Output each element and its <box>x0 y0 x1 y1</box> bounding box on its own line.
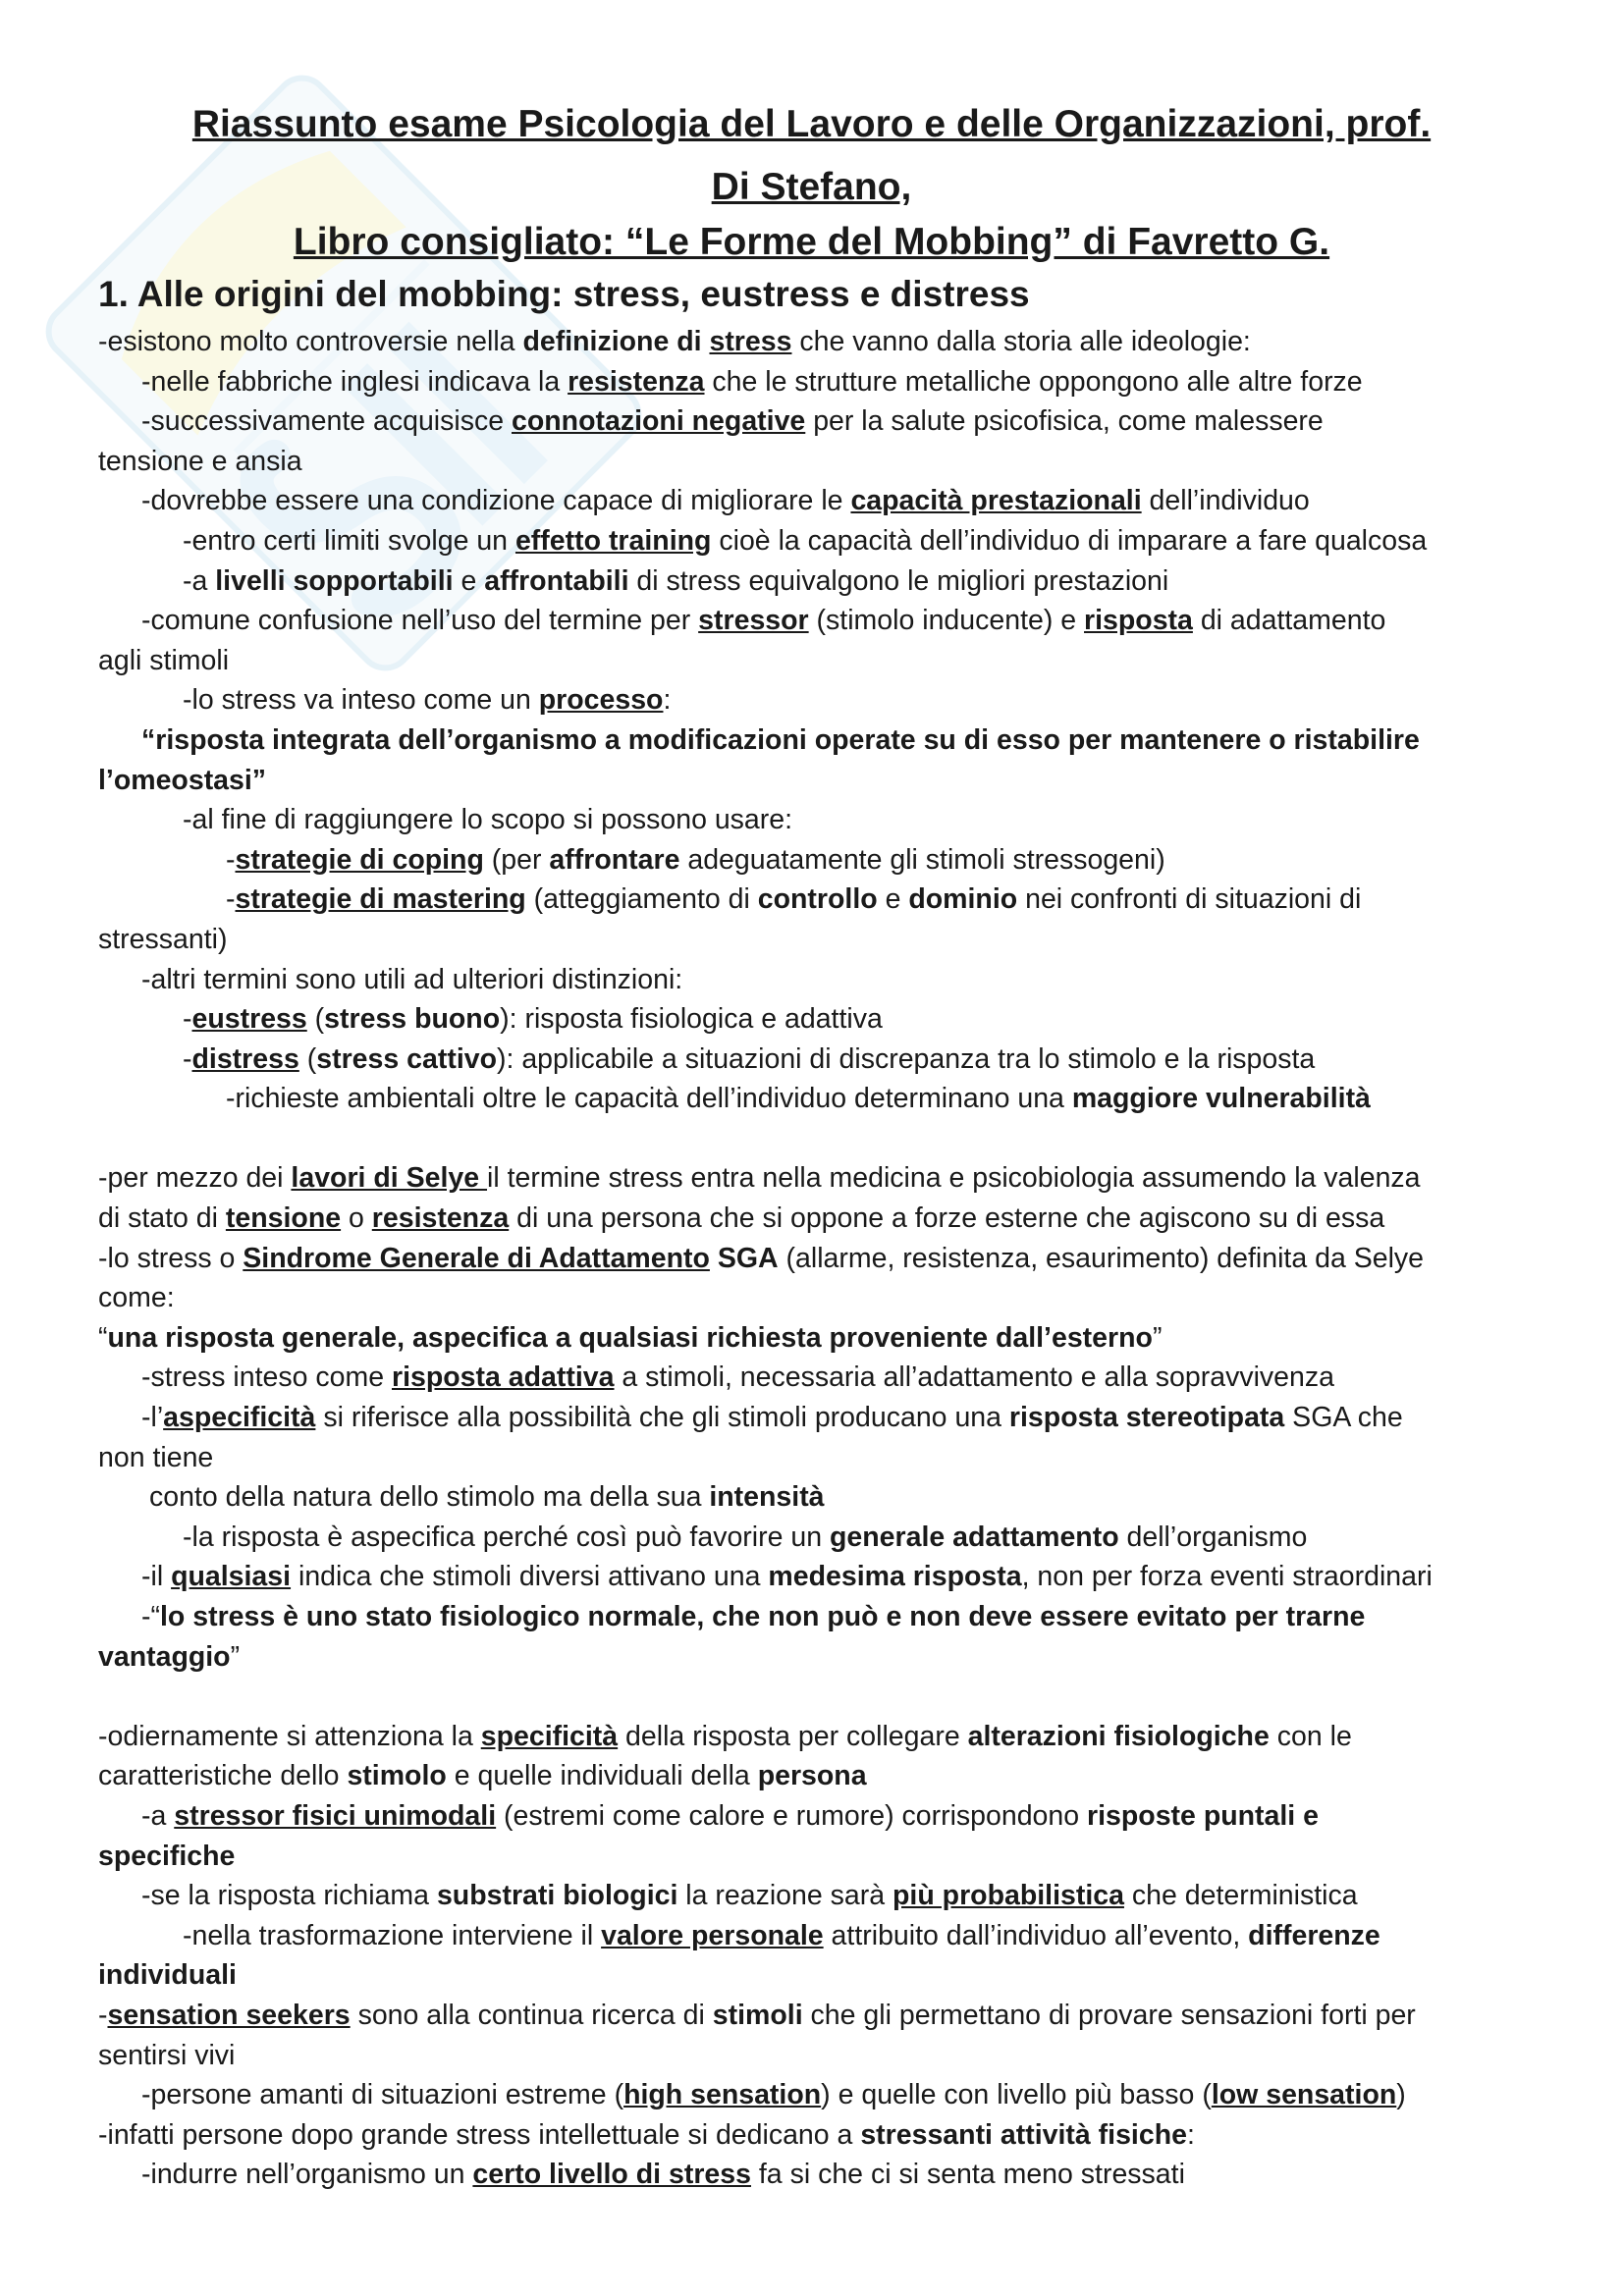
text-run: che le strutture metalliche oppongono alle altre forze <box>704 365 1363 398</box>
text-run: (estremi come calore e rumore) corrispondono <box>496 1799 1088 1832</box>
emphasis-run: stressanti attività fisiche <box>860 2118 1187 2151</box>
text-run: di stato di <box>98 1202 226 1235</box>
text-run: ): applicabile a situazioni di discrepanza tra lo stimolo e la risposta <box>497 1042 1316 1075</box>
text-run: ” <box>230 1640 241 1673</box>
document-subtitle: Libro consigliato: “Le Forme del Mobbing” di Favretto G. <box>293 221 1330 263</box>
text-line <box>98 999 1542 1040</box>
emphasis-run: SGA <box>717 1242 779 1274</box>
text-run: sentirsi vivi <box>98 2039 236 2071</box>
text-run: dell’organismo <box>1118 1521 1308 1553</box>
text-line <box>98 1916 1542 1956</box>
text-run: cioè la capacità dell’individuo di imparare a fare qualcosa <box>711 524 1428 557</box>
emphasis-run: medesima risposta <box>768 1561 1022 1593</box>
text-run: si riferisce alla possibilità che gli stimoli producano una <box>315 1402 1009 1434</box>
text-run: a stimoli, necessaria all’adattamento e alla sopravvivenza <box>614 1362 1334 1394</box>
text-line <box>98 1876 1542 1916</box>
text-run: nei confronti di situazioni di <box>1017 883 1362 916</box>
text-line <box>98 840 1542 881</box>
emphasis-run: specificità <box>480 1720 619 1752</box>
text-line <box>98 1278 1542 1318</box>
text-run: - <box>226 843 236 876</box>
text-run: - <box>183 1003 192 1036</box>
emphasis-run: maggiore vulnerabilità <box>1071 1083 1371 1115</box>
emphasis-run: una risposta generale, aspecifica a qualsiasi richiesta proveniente dall’esterno <box>107 1321 1153 1354</box>
emphasis-run: risposte puntali e <box>1087 1799 1319 1832</box>
text-run: -entro certi limiti svolge un <box>183 524 515 557</box>
text-line <box>98 1477 1542 1518</box>
text-run: -successivamente acquisisce <box>141 405 512 438</box>
text-run: la reazione sarà <box>677 1880 893 1912</box>
text-line <box>98 920 1542 960</box>
text-run: conto della natura dello stimolo ma della sua <box>149 1481 710 1514</box>
text-run: - <box>98 1999 108 2031</box>
text-run: -se la risposta richiama <box>141 1880 437 1912</box>
text-line <box>98 641 1542 681</box>
text-line <box>98 761 1542 801</box>
text-run: per la salute psicofisica, come malessere <box>805 405 1324 438</box>
text-line <box>98 442 1542 482</box>
emphasis-run: stressor fisici unimodali <box>174 1799 497 1832</box>
text-line <box>98 561 1542 602</box>
emphasis-run: lo stress è uno stato fisiologico normale, che non può e non deve essere evitato per trarne <box>159 1601 1366 1632</box>
text-run: : <box>663 684 672 717</box>
emphasis-run: sensation seekers <box>107 1999 351 2031</box>
text-line <box>98 481 1542 521</box>
text-line <box>98 1040 1542 1080</box>
emphasis-run: generale adattamento <box>830 1521 1119 1553</box>
emphasis-run: strategie di coping <box>235 843 484 876</box>
text-line <box>98 1518 1542 1558</box>
text-run: -per mezzo dei <box>98 1162 292 1195</box>
text-run: , non per forza eventi straordinari <box>1021 1561 1433 1593</box>
emphasis-run: low sensation <box>1211 2079 1397 2111</box>
text-run: -la risposta è aspecifica perché così può favorire un <box>183 1521 831 1553</box>
text-run: dell’individuo <box>1141 485 1310 517</box>
text-line <box>98 1955 1542 1996</box>
text-run: stressanti) <box>98 923 228 955</box>
emphasis-run: controllo <box>757 883 878 916</box>
text-run: -lo stress o <box>98 1242 243 1274</box>
text-line <box>98 1837 1542 1877</box>
text-line <box>98 362 1542 402</box>
text-run: ” <box>1152 1321 1163 1354</box>
text-line <box>98 1199 1542 1239</box>
text-line <box>98 601 1542 641</box>
text-line <box>98 721 1542 761</box>
emphasis-run: distress <box>191 1042 299 1075</box>
emphasis-run: valore personale <box>601 1919 824 1951</box>
emphasis-run: stimoli <box>712 1999 803 2031</box>
text-run: adeguatamente gli stimoli stressogeni) <box>679 843 1165 876</box>
text-run: : <box>1186 2118 1195 2151</box>
text-run: ( <box>306 1003 325 1036</box>
emphasis-run: substrati biologici <box>436 1880 678 1912</box>
emphasis-run: processo <box>538 684 664 717</box>
emphasis-run: resistenza <box>568 365 705 398</box>
text-line <box>98 322 1542 362</box>
blank-line <box>98 1119 1542 1159</box>
text-line <box>98 2075 1542 2115</box>
text-run: - <box>226 883 236 916</box>
text-run: indica che stimoli diversi attivano una <box>291 1561 769 1593</box>
emphasis-run: stress <box>709 326 792 357</box>
text-run: o <box>341 1202 372 1235</box>
text-line <box>98 1239 1542 1279</box>
text-run: -lo stress va inteso come un <box>183 684 539 717</box>
text-run: “ <box>98 1321 108 1354</box>
emphasis-run: più probabilistica <box>893 1880 1124 1912</box>
text-run: -a <box>141 1799 175 1832</box>
emphasis-run: dominio <box>908 883 1018 916</box>
text-line <box>98 1756 1542 1796</box>
section-heading: 1. Alle origini del mobbing: stress, eustress e distress <box>98 274 1030 314</box>
text-run: attribuito dall’individuo all’evento, <box>823 1919 1249 1951</box>
text-run: e <box>877 883 909 916</box>
emphasis-run: persona <box>757 1760 867 1792</box>
text-run: (stimolo inducente) e <box>808 605 1085 637</box>
emphasis-run: capacità prestazionali <box>850 485 1142 517</box>
text-run: di una persona che si oppone a forze esterne che agiscono su di essa <box>509 1202 1385 1235</box>
text-run: come: <box>98 1282 175 1314</box>
emphasis-run: risposta <box>1084 605 1193 637</box>
text-run: -infatti persone dopo grande stress intellettuale si dedicano a <box>98 2118 861 2151</box>
text-run: di adattamento <box>1192 605 1386 637</box>
emphasis-run: intensità <box>709 1481 825 1514</box>
emphasis-run: stress cattivo <box>316 1042 497 1075</box>
document-title-line-1: Riassunto esame Psicologia del Lavoro e delle Organizzazioni, prof. <box>191 103 1432 145</box>
emphasis-run: risposta stereotipata <box>1008 1402 1285 1434</box>
text-run: -comune confusione nell’uso del termine per <box>141 605 699 637</box>
emphasis-run: “risposta integrata dell’organismo a modificazioni operate su di esso per mantenere o ristabilire <box>141 723 1420 756</box>
document-title-line-2: Di Stefano, <box>711 166 912 208</box>
text-run: (allarme, resistenza, esaurimento) definita da Selye <box>778 1242 1425 1274</box>
emphasis-run: tensione <box>225 1202 342 1235</box>
text-run: -“ <box>141 1601 160 1632</box>
text-line <box>98 1717 1542 1757</box>
text-line <box>98 1358 1542 1398</box>
text-run: -il <box>141 1561 172 1593</box>
text-run: -stress inteso come <box>141 1362 392 1394</box>
text-line <box>98 960 1542 1000</box>
emphasis-run: stress buono <box>324 1003 501 1036</box>
text-line <box>98 800 1542 840</box>
text-run: -nelle fabbriche inglesi indicava la <box>141 365 568 398</box>
document-body <box>98 322 1542 2195</box>
text-run: ) <box>1396 2079 1406 2111</box>
text-run: -richieste ambientali oltre le capacità dell’individuo determinano una <box>226 1083 1072 1115</box>
text-run: di stress equivalgono le migliori prestazioni <box>628 564 1169 597</box>
emphasis-run: differenze <box>1248 1919 1380 1951</box>
text-run: -altri termini sono utili ad ulteriori distinzioni: <box>141 963 683 995</box>
text-run: -odiernamente si attenziona la <box>98 1720 481 1752</box>
text-line <box>98 1158 1542 1199</box>
text-line <box>98 880 1542 920</box>
emphasis-run: Sindrome Generale di Adattamento <box>243 1242 710 1274</box>
text-run: che gli permettano di provare sensazioni forti per <box>802 1999 1416 2031</box>
text-run: -al fine di raggiungere lo scopo si possono usare: <box>183 804 793 836</box>
emphasis-run: vantaggio <box>98 1640 231 1673</box>
emphasis-run: affrontabili <box>484 564 629 597</box>
emphasis-run: effetto training <box>514 524 712 557</box>
text-line <box>98 1398 1542 1438</box>
text-run: che vanno dalla storia alle ideologie: <box>791 326 1251 357</box>
text-line <box>98 401 1542 442</box>
text-run: (per <box>483 843 550 876</box>
text-line <box>98 1996 1542 2036</box>
emphasis-run: connotazioni negative <box>512 405 806 438</box>
text-run: -nella trasformazione interviene il <box>183 1919 602 1951</box>
emphasis-run: affrontare <box>549 843 680 876</box>
text-line <box>98 1318 1542 1359</box>
text-run: ) e quelle con livello più basso ( <box>821 2079 1212 2111</box>
text-line <box>98 1438 1542 1478</box>
emphasis-run: specifiche <box>98 1840 236 1872</box>
blank-line <box>98 1677 1542 1717</box>
text-run: -dovrebbe essere una condizione capace di migliorare le <box>141 485 851 517</box>
emphasis-run: resistenza <box>371 1202 510 1235</box>
emphasis-run: risposta adattiva <box>392 1362 615 1394</box>
text-run: -indurre nell’organismo un <box>141 2159 473 2191</box>
emphasis-run: livelli sopportabili <box>215 564 454 597</box>
text-run: -l’ <box>141 1402 164 1434</box>
text-run: fa si che ci si senta meno stressati <box>750 2159 1185 2191</box>
emphasis-run: strategie di mastering <box>235 883 526 916</box>
emphasis-run: certo livello di stress <box>472 2159 751 2191</box>
emphasis-run: qualsiasi <box>171 1561 292 1593</box>
text-run: -persone amanti di situazioni estreme ( <box>141 2079 624 2111</box>
text-line <box>98 680 1542 721</box>
text-run: con le <box>1269 1720 1352 1752</box>
emphasis-run: aspecificità <box>163 1402 316 1434</box>
text-line <box>98 1597 1542 1637</box>
text-line <box>98 1079 1542 1119</box>
text-line <box>98 2036 1542 2076</box>
text-run: agli stimoli <box>98 644 230 676</box>
emphasis-run: high sensation <box>623 2079 822 2111</box>
text-line <box>98 521 1542 561</box>
text-run: tensione e ansia <box>98 445 302 477</box>
text-line <box>98 2155 1542 2195</box>
text-run: sono alla continua ricerca di <box>350 1999 713 2031</box>
text-run: della risposta per collegare <box>618 1720 968 1752</box>
emphasis-run: l’omeostasi” <box>98 764 267 796</box>
text-run: il termine stress entra nella medicina e psicobiologia assumendo la valenza <box>487 1162 1421 1195</box>
text-run: -esistono molto controversie nella <box>98 326 523 357</box>
text-line <box>98 2115 1542 2156</box>
text-run: non tiene <box>98 1441 214 1473</box>
text-run: - <box>183 1042 192 1075</box>
text-run: e <box>453 564 485 597</box>
emphasis-run: alterazioni fisiologiche <box>967 1720 1270 1752</box>
text-run: che deterministica <box>1123 1880 1358 1912</box>
emphasis-run: definizione di <box>522 326 710 357</box>
emphasis-run: lavori di Selye <box>291 1162 488 1195</box>
text-run: ): risposta fisiologica e adattiva <box>500 1003 883 1036</box>
text-run: SGA che <box>1284 1402 1403 1434</box>
emphasis-run: stimolo <box>347 1760 447 1792</box>
emphasis-run: stressor <box>698 605 809 637</box>
text-run <box>710 1243 718 1274</box>
text-line <box>98 1796 1542 1837</box>
text-line <box>98 1637 1542 1678</box>
text-run: -a <box>183 564 216 597</box>
emphasis-run: eustress <box>191 1003 307 1036</box>
text-line <box>98 1557 1542 1597</box>
emphasis-run: individuali <box>98 1959 237 1992</box>
text-run: ( <box>298 1042 317 1075</box>
text-run: e quelle individuali della <box>446 1760 758 1792</box>
text-run: caratteristiche dello <box>98 1760 348 1792</box>
text-run: (atteggiamento di <box>525 883 758 916</box>
